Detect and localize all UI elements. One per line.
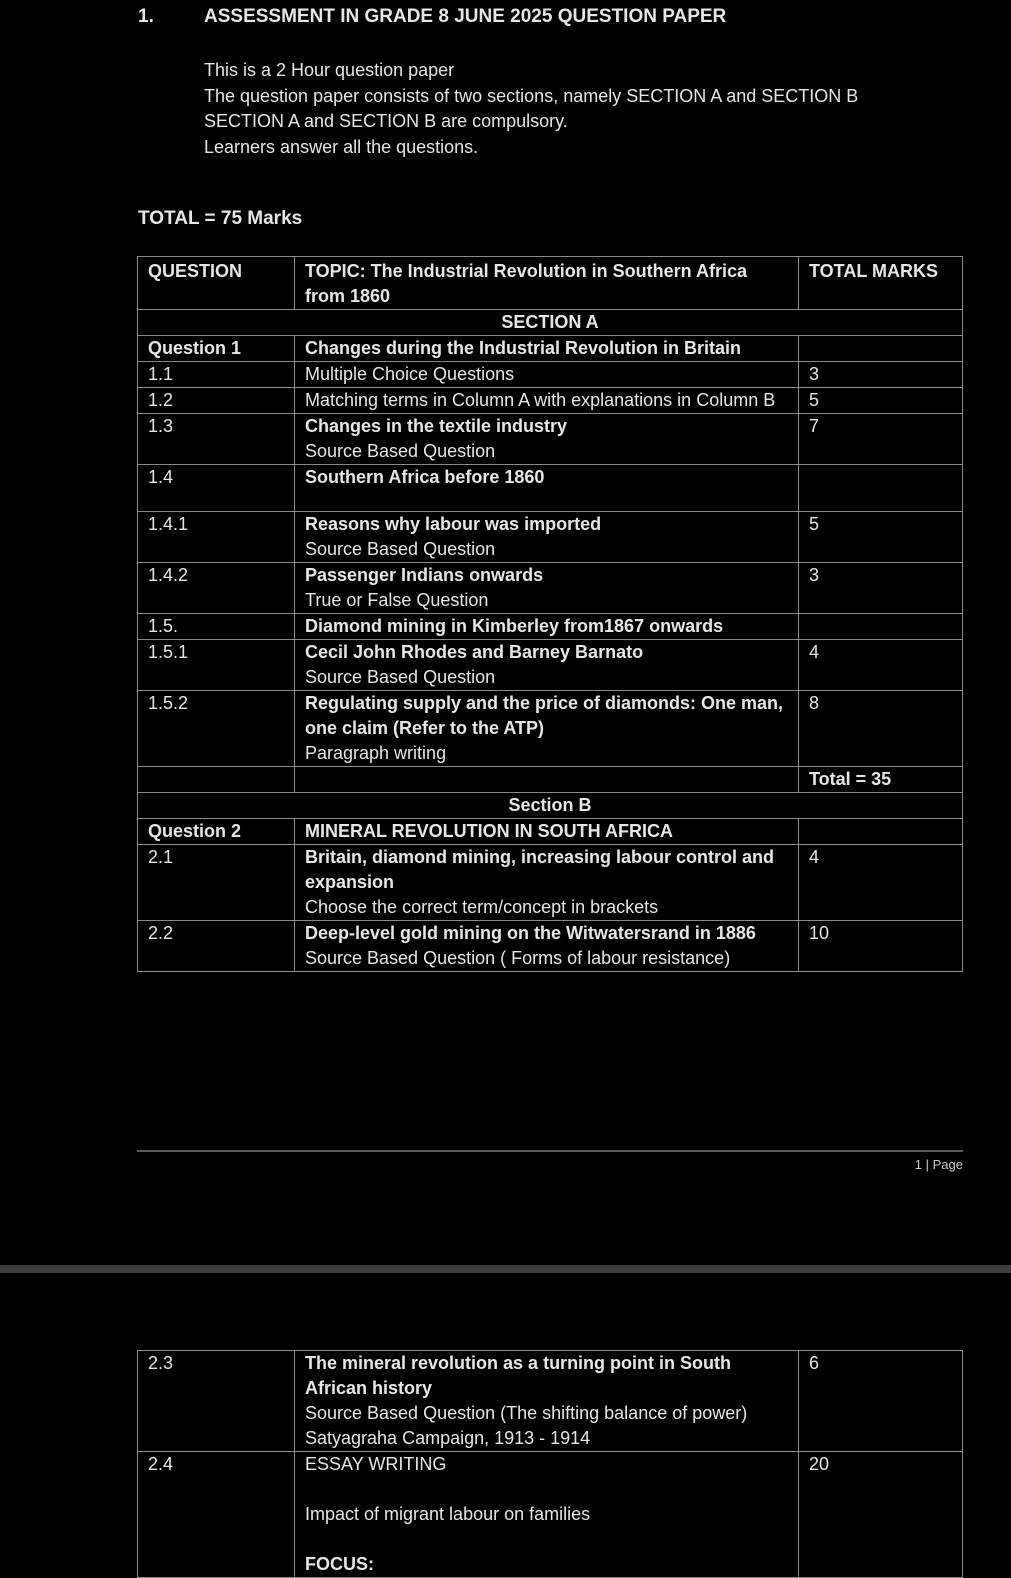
total-marks: TOTAL = 75 Marks [138,208,303,229]
instruction-line: This is a 2 Hour question paper [204,60,455,80]
document-heading [138,6,726,28]
topic-cell [295,388,799,414]
topic-cell [295,691,799,767]
topic-cell [295,614,799,640]
table-row [138,336,963,362]
topic-cell [295,1351,799,1452]
table-row [138,1351,963,1452]
topic-cell [295,362,799,388]
marks: 6 [799,1351,963,1452]
question-number: 2.1 [138,845,295,921]
marks: 8 [799,691,963,767]
topic-cell [295,465,799,512]
marks [799,614,963,640]
table-row [138,614,963,640]
marks: 3 [799,362,963,388]
marks [799,465,963,512]
topic-type: ESSAY WRITING [305,1454,447,1474]
topic-title: Diamond mining in Kimberley from1867 onwards [305,616,724,636]
instructions [204,58,924,160]
marks: 5 [799,512,963,563]
table-row [138,414,963,465]
question-number: 1.2 [138,388,295,414]
page-break [0,1265,1011,1273]
instruction-line: SECTION A and SECTION B are compulsory. [204,111,568,131]
topic-title: Changes during the Industrial Revolution in Britain [305,338,742,358]
topic-cell [295,336,799,362]
topic-title: Regulating supply and the price of diamonds: One man, one claim (Refer to the ATP) [305,693,784,738]
header-question: QUESTION [138,257,295,310]
topic-cell [295,563,799,614]
question-number: 2.3 [138,1351,295,1452]
question-number: Question 1 [138,336,295,362]
topic-type: Source Based Question (The shifting balance of power) Satyagraha Campaign, 1913 - 1914 [305,1403,748,1448]
marks: 10 [799,921,963,972]
topic-title: Passenger Indians onwards [305,565,544,585]
topic-cell [295,640,799,691]
section-label: SECTION A [138,310,963,336]
topic-title: Reasons why labour was imported [305,514,602,534]
topic-type: Paragraph writing [305,743,447,763]
topic-type: Source Based Question ( Forms of labour resistance) [305,948,731,968]
table-row [138,512,963,563]
question-number: 2.4 [138,1452,295,1578]
topic-type: Source Based Question [305,539,496,559]
topic-title: Changes in the textile industry [305,416,568,436]
topic-type: True or False Question [305,590,489,610]
question-number: Question 2 [138,819,295,845]
topic-cell [295,512,799,563]
question-number: 1.4 [138,465,295,512]
topic-cell [295,819,799,845]
table-header-row [138,257,963,310]
assessment-table-continued [137,1350,963,1578]
topic-title: Britain, diamond mining, increasing labour control and expansion [305,847,775,892]
topic-title: MINERAL REVOLUTION IN SOUTH AFRICA [305,821,673,841]
topic-type: Choose the correct term/concept in brackets [305,897,659,917]
topic-title: Cecil John Rhodes and Barney Barnato [305,642,644,662]
question-number: 1.5.2 [138,691,295,767]
question-number: 2.2 [138,921,295,972]
focus-label: FOCUS: [305,1554,374,1574]
topic-cell [295,414,799,465]
topic-title: The mineral revolution as a turning point in South African history [305,1353,732,1398]
section-row [138,793,963,819]
marks: 7 [799,414,963,465]
topic-type: Multiple Choice Questions [305,364,515,384]
topic-type: Source Based Question [305,441,496,461]
marks: 20 [799,1452,963,1578]
table-row [138,691,963,767]
table-row [138,388,963,414]
instruction-line: The question paper consists of two sections, namely SECTION A and SECTION B [204,85,859,106]
section-row [138,310,963,336]
header-marks: TOTAL MARKS [799,257,963,310]
topic-title: Deep-level gold mining on the Witwatersrand in 1886 [305,923,756,943]
heading-title: ASSESSMENT IN GRADE 8 JUNE 2025 QUESTION PAPER [204,6,727,27]
table-row [138,819,963,845]
marks: Total = 35 [799,767,963,793]
table-row [138,563,963,614]
instruction-line: Learners answer all the questions. [204,136,479,157]
marks: 3 [799,563,963,614]
marks: 4 [799,845,963,921]
header-topic: TOPIC: The Industrial Revolution in Southern Africa from 1860 [295,257,799,310]
topic-type: Source Based Question [305,667,496,687]
topic-cell [295,1452,799,1578]
topic-title: Impact of migrant labour on families [305,1504,591,1524]
page-number: 1 | Page [914,1157,963,1172]
table-row [138,362,963,388]
table-row [138,1452,963,1578]
question-number: 1.3 [138,414,295,465]
topic-cell [295,921,799,972]
marks [799,336,963,362]
topic-cell [295,767,799,793]
question-number: 1.4.1 [138,512,295,563]
topic-cell [295,845,799,921]
table-row [138,465,963,512]
table-row [138,640,963,691]
marks [799,819,963,845]
assessment-table [137,256,963,972]
heading-number: 1. [138,6,154,27]
marks: 5 [799,388,963,414]
marks: 4 [799,640,963,691]
table-row [138,767,963,793]
footer-divider [137,1150,963,1152]
question-number: 1.1 [138,362,295,388]
question-number: 1.5. [138,614,295,640]
table-row [138,921,963,972]
question-number: 1.5.1 [138,640,295,691]
question-number: 1.4.2 [138,563,295,614]
topic-type: Matching terms in Column A with explanations in Column B [305,390,776,410]
section-label: Section B [138,793,963,819]
table-row [138,845,963,921]
question-number [138,767,295,793]
topic-title: Southern Africa before 1860 [305,467,545,487]
